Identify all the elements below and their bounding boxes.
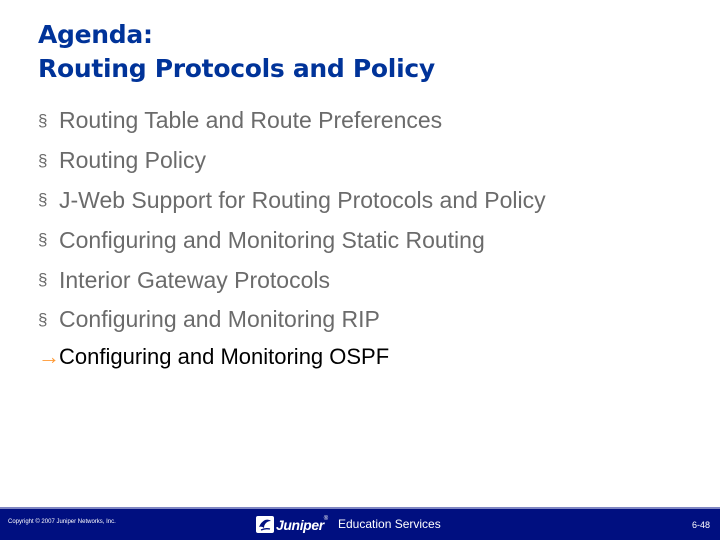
title-line-2: Routing Protocols and Policy — [38, 54, 435, 83]
agenda-item-label: Interior Gateway Protocols — [59, 266, 331, 293]
page-number: 6-48 — [691, 520, 710, 530]
juniper-logo-icon — [256, 516, 274, 533]
registered-mark: ® — [323, 516, 329, 522]
agenda-item — [38, 141, 546, 181]
agenda-item — [38, 300, 546, 340]
agenda-item-current-label: Configuring and Monitoring OSPF — [59, 343, 390, 369]
arrow-right-icon: → — [38, 343, 60, 369]
copyright-text: Copyright © 2007 Juniper Networks, Inc. — [8, 519, 116, 525]
title-line-1: Agenda: — [38, 20, 153, 49]
agenda-item — [38, 101, 546, 141]
education-services-label: Education Services — [338, 517, 441, 531]
agenda-item-label: Configuring and Monitoring RIP — [59, 306, 380, 333]
section-bullet-icon: § — [38, 110, 48, 130]
agenda-list — [38, 101, 546, 374]
section-bullet-icon: § — [38, 309, 48, 329]
agenda-item — [38, 181, 546, 221]
section-bullet-icon: § — [38, 150, 48, 170]
agenda-item-label: J-Web Support for Routing Protocols and Policy — [59, 186, 546, 213]
agenda-item-current — [38, 340, 546, 374]
slide-title — [38, 18, 435, 86]
section-bullet-icon: § — [38, 270, 48, 290]
section-bullet-icon: § — [38, 190, 48, 210]
agenda-item — [38, 260, 546, 300]
agenda-item-label: Configuring and Monitoring Static Routing — [59, 226, 485, 253]
juniper-logo-text: Juniper — [276, 516, 324, 533]
agenda-item — [38, 220, 546, 260]
agenda-item-label: Routing Policy — [59, 147, 207, 174]
agenda-item-label: Routing Table and Route Preferences — [59, 107, 443, 134]
section-bullet-icon: § — [38, 230, 48, 250]
footer-bar — [0, 507, 720, 540]
juniper-logo — [256, 515, 328, 534]
